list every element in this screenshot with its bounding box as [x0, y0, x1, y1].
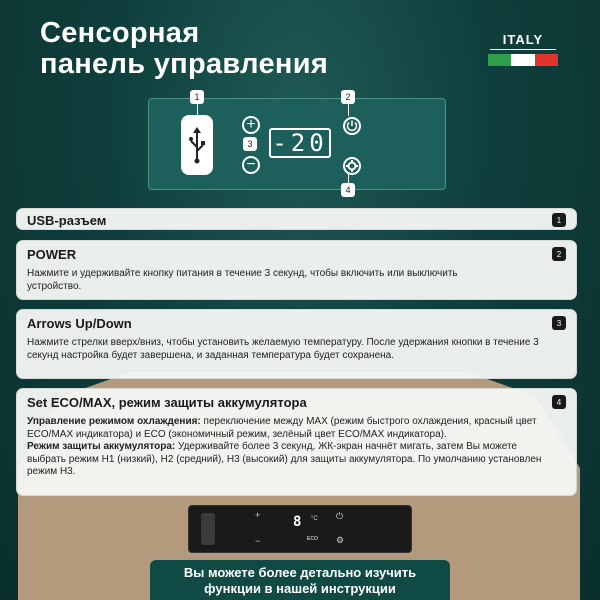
page-title — [40, 18, 328, 80]
card-power-badge: 2 — [552, 247, 566, 261]
card-usb-badge: 1 — [552, 213, 566, 227]
card-arrows — [16, 309, 577, 379]
card-arrows-title: Arrows Up/Down — [27, 316, 132, 331]
card-eco-battery — [27, 441, 547, 479]
italy-badge — [488, 32, 558, 66]
badge-3: 3 — [243, 137, 257, 151]
device-settings-icon: ⚙ — [336, 535, 345, 545]
banner-line-1: Вы можете более детально изучить — [183, 565, 417, 580]
card-eco-cooling-label: Управление режимом охлаждения: — [27, 416, 201, 427]
card-eco-max — [16, 388, 577, 496]
title-line-1: Сенсорная — [40, 17, 200, 49]
callout-line-2 — [348, 104, 349, 116]
card-eco-title: Set ECO/MAX, режим защиты аккумулятора — [27, 395, 307, 410]
device-lcd-value: 8 — [293, 514, 302, 530]
settings-icon[interactable] — [342, 156, 362, 176]
device-usb-icon — [201, 513, 215, 545]
flag-green — [488, 54, 511, 66]
usb-icon — [187, 125, 207, 165]
flag-red — [535, 54, 558, 66]
device-control-panel — [188, 505, 412, 553]
device-plus-icon: + — [255, 510, 261, 520]
device-power-icon: ⏻ — [336, 511, 344, 521]
card-power — [16, 240, 577, 300]
card-eco-battery-label: Режим защиты аккумулятора: — [27, 441, 176, 452]
country-label: ITALY — [502, 32, 544, 47]
card-power-title: POWER — [27, 247, 77, 262]
instruction-banner — [150, 560, 450, 600]
flag-white — [511, 54, 534, 66]
control-panel-diagram — [148, 98, 446, 190]
card-usb-title: USB-разъем — [27, 213, 107, 228]
card-eco-cooling — [27, 416, 547, 441]
badge-4: 4 — [341, 183, 355, 197]
card-eco-badge: 4 — [552, 395, 566, 409]
card-arrows-text: Нажмите стрелки вверх/вниз, чтобы установить желаемую температуру. После удержания кнопки в течение 3 секунд настройка будет завершена, и заданная температура будет сохранена. — [27, 337, 539, 361]
usb-port — [181, 115, 213, 175]
title-line-2: панель управления — [40, 48, 329, 80]
badge-1: 1 — [190, 90, 204, 104]
device-lcd-unit: °C — [311, 516, 318, 522]
card-arrows-badge: 3 — [552, 316, 566, 330]
callout-line-1 — [197, 104, 198, 116]
minus-icon[interactable]: − — [242, 156, 260, 174]
power-icon[interactable] — [342, 116, 362, 136]
card-eco-cooling-text: переключение между MAX (режим быстрого охлаждения, красный цвет ECO/MAX индикатора) и ECO (экономичный режим, зелёный цвет ECO/MAX индикатора). — [27, 416, 537, 440]
device-minus-icon: − — [255, 536, 261, 546]
card-usb — [16, 208, 577, 230]
plus-icon[interactable]: + — [242, 116, 260, 134]
banner-line-2: функции в нашей инструкции — [204, 581, 396, 596]
card-power-text: Нажмите и удерживайте кнопку питания в течение 3 секунд, чтобы включить или выключить устройство. — [27, 268, 458, 292]
italy-flag-icon — [488, 54, 558, 66]
badge-2: 2 — [341, 90, 355, 104]
temperature-display: -20 — [269, 128, 331, 158]
device-eco-label: ECO — [307, 536, 318, 542]
card-eco-battery-text: Удерживайте более 3 секунд, ЖК-экран начнёт мигать, затем Вы можете выбрать режим H1 (низкий), H2 (средний), H3 (высокий) для защиты аккумулятора. По умолчанию установлен режим H3. — [27, 441, 542, 477]
country-divider — [490, 49, 556, 50]
